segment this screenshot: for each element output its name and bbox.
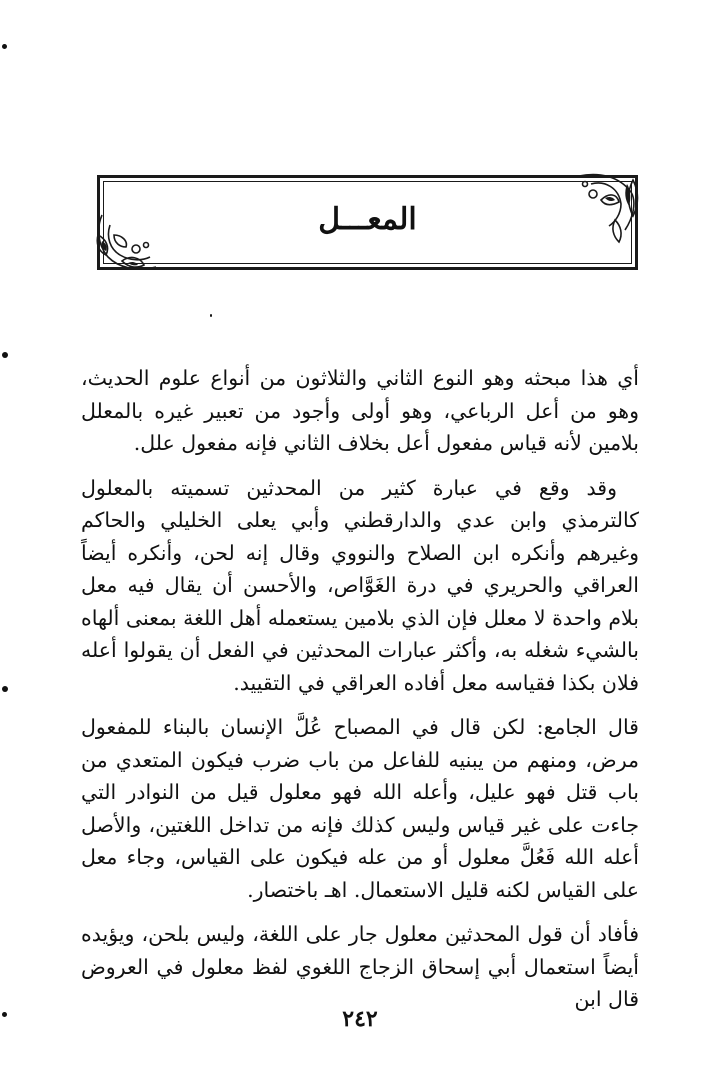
chapter-heading-frame (97, 175, 638, 270)
floral-ornament-icon (92, 205, 164, 277)
speck (210, 314, 212, 317)
floral-ornament-icon (571, 170, 641, 248)
scan-mark (2, 352, 8, 358)
paragraph: أي هذا مبحثه وهو النوع الثاني والثلاثون من أنواع علوم الحديث، وهو من أعل الرباعي، وهو أولى وأجود من تعبير غيره بالمعلل بلامين لأنه قياس مفعول أعل بخلاف الثاني فإنه مفعول علل. (81, 366, 639, 455)
body-text (81, 362, 639, 1028)
paragraph: قال الجامع: لكن قال في المصباح عُلَّ الإنسان بالبناء للمفعول مرض، ومنهم من يبنيه للفاعل من باب ضرب فيكون المتعدي من باب قتل فهو عليل، وأعله الله فهو معلول قيل من النوادر التي جاءت على غير قياس وليس كذلك فإنه من تداخل اللغتين، والأصل أعله الله فَعُلَّ معلول أو من عله فيكون على القياس، وجاء معل على القياس لكنه قليل الاستعمال. اهـ باختصار. (81, 715, 639, 902)
paragraph: وقد وقع في عبارة كثير من المحدثين تسميته بالمعلول كالترمذي وابن عدي والدارقطني وأبي يعلى الخليلي والحاكم وغيرهم وأنكره ابن الصلاح والنووي وقال إنه لحن، وأنكره أيضاً العراقي والحريري في درة الغَوَّاص، والأحسن أن يقال فيه معل بلام واحدة لا معلل فإن الذي بلامين يستعمله أهل اللغة بمعنى ألهاه بالشيء شغله به، وأكثر عبارات المحدثين في الفعل أن يقولوا أعله فلان بكذا فقياسه معل أفاده العراقي في التقييد. (81, 475, 639, 695)
scan-mark (2, 44, 7, 49)
page-number: ٢٤٢ (342, 1006, 378, 1032)
chapter-title: المعـــل (318, 202, 417, 237)
paragraph: فأفاد أن قول المحدثين معلول جار على اللغة، وليس بلحن، ويؤيده أيضاً استعمال أبي إسحاق الزجاج اللغوي لفظ معلول في العروض قال ابن (81, 922, 639, 1011)
scan-mark (2, 686, 8, 692)
